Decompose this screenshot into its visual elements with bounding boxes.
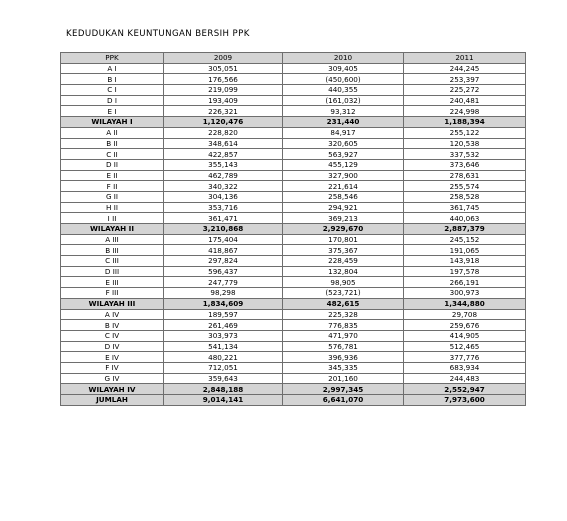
cell-2009: 359,643	[164, 373, 283, 384]
cell-2011: 224,998	[404, 106, 526, 117]
cell-2009: 305,051	[164, 63, 283, 74]
cell-2009: 418,867	[164, 245, 283, 256]
cell-2009: 304,136	[164, 191, 283, 202]
cell-ppk: A I	[61, 63, 164, 74]
table-header-row	[61, 53, 526, 64]
cell-2009: 1,834,609	[164, 298, 283, 309]
cell-ppk: B IV	[61, 320, 164, 331]
cell-ppk: WILAYAH II	[61, 224, 164, 235]
cell-2011: 240,481	[404, 95, 526, 106]
cell-2010: 84,917	[283, 127, 404, 138]
cell-2010: (161,032)	[283, 95, 404, 106]
table-row	[61, 362, 526, 373]
cell-2010: 440,355	[283, 85, 404, 96]
cell-2011: 225,272	[404, 85, 526, 96]
table-row	[61, 288, 526, 299]
cell-2009: 219,099	[164, 85, 283, 96]
cell-ppk: E IV	[61, 352, 164, 363]
cell-2010: 563,927	[283, 149, 404, 160]
cell-2011: 191,065	[404, 245, 526, 256]
table-row	[61, 341, 526, 352]
cell-2011: 2,552,947	[404, 384, 526, 395]
cell-ppk: E II	[61, 170, 164, 181]
cell-2010: 776,835	[283, 320, 404, 331]
cell-2009: 297,824	[164, 256, 283, 267]
header-2011: 2011	[404, 53, 526, 64]
table-row	[61, 170, 526, 181]
cell-2010: 320,605	[283, 138, 404, 149]
cell-2009: 340,322	[164, 181, 283, 192]
cell-2010: 455,129	[283, 159, 404, 170]
cell-2010: 170,801	[283, 234, 404, 245]
cell-2011: 2,887,379	[404, 224, 526, 235]
header-2010: 2010	[283, 53, 404, 64]
table-row	[61, 74, 526, 85]
cell-2010: 396,936	[283, 352, 404, 363]
table-row	[61, 106, 526, 117]
cell-ppk: E III	[61, 277, 164, 288]
cell-ppk: WILAYAH IV	[61, 384, 164, 395]
cell-ppk: C III	[61, 256, 164, 267]
cell-2009: 175,404	[164, 234, 283, 245]
cell-2009: 361,471	[164, 213, 283, 224]
table-row	[61, 181, 526, 192]
cell-2011: 244,483	[404, 373, 526, 384]
cell-2009: 422,857	[164, 149, 283, 160]
table-row	[61, 159, 526, 170]
table-row	[61, 202, 526, 213]
cell-2009: 2,848,188	[164, 384, 283, 395]
cell-ppk: JUMLAH	[61, 395, 164, 406]
cell-2011: 1,344,880	[404, 298, 526, 309]
cell-2010: (523,721)	[283, 288, 404, 299]
cell-2011: 414,905	[404, 330, 526, 341]
cell-2011: 278,631	[404, 170, 526, 181]
cell-ppk: C I	[61, 85, 164, 96]
cell-2010: 369,213	[283, 213, 404, 224]
table-row	[61, 95, 526, 106]
cell-2011: 120,538	[404, 138, 526, 149]
cell-ppk: E I	[61, 106, 164, 117]
table-row	[61, 245, 526, 256]
cell-2010: 309,405	[283, 63, 404, 74]
header-2009: 2009	[164, 53, 283, 64]
cell-ppk: C II	[61, 149, 164, 160]
table-row	[61, 277, 526, 288]
cell-2010: 6,641,070	[283, 395, 404, 406]
subtotal-row	[61, 117, 526, 128]
cell-2011: 300,973	[404, 288, 526, 299]
cell-2011: 1,188,394	[404, 117, 526, 128]
cell-2010: (450,600)	[283, 74, 404, 85]
cell-2009: 98,298	[164, 288, 283, 299]
cell-2010: 482,615	[283, 298, 404, 309]
subtotal-row	[61, 224, 526, 235]
table-row	[61, 63, 526, 74]
cell-2010: 201,160	[283, 373, 404, 384]
cell-2011: 377,776	[404, 352, 526, 363]
cell-2009: 226,321	[164, 106, 283, 117]
cell-ppk: A III	[61, 234, 164, 245]
table-row	[61, 213, 526, 224]
cell-2009: 9,014,141	[164, 395, 283, 406]
table-body	[61, 63, 526, 405]
table-row	[61, 309, 526, 320]
cell-2011: 259,676	[404, 320, 526, 331]
cell-2010: 2,997,345	[283, 384, 404, 395]
cell-2011: 7,973,600	[404, 395, 526, 406]
cell-2010: 345,335	[283, 362, 404, 373]
cell-ppk: F III	[61, 288, 164, 299]
subtotal-row	[61, 298, 526, 309]
cell-ppk: WILAYAH III	[61, 298, 164, 309]
table-row	[61, 127, 526, 138]
cell-2011: 373,646	[404, 159, 526, 170]
profit-table	[60, 52, 526, 406]
cell-2009: 228,820	[164, 127, 283, 138]
cell-2010: 231,440	[283, 117, 404, 128]
table-row	[61, 266, 526, 277]
cell-2009: 3,210,868	[164, 224, 283, 235]
cell-ppk: A IV	[61, 309, 164, 320]
cell-2009: 189,597	[164, 309, 283, 320]
cell-2011: 440,063	[404, 213, 526, 224]
cell-ppk: B III	[61, 245, 164, 256]
cell-ppk: G II	[61, 191, 164, 202]
table-row	[61, 352, 526, 363]
cell-2010: 2,929,670	[283, 224, 404, 235]
table-row	[61, 256, 526, 267]
cell-2010: 98,905	[283, 277, 404, 288]
table-row	[61, 191, 526, 202]
cell-ppk: G IV	[61, 373, 164, 384]
cell-ppk: D III	[61, 266, 164, 277]
cell-2009: 348,614	[164, 138, 283, 149]
cell-2009: 462,789	[164, 170, 283, 181]
cell-2011: 258,528	[404, 191, 526, 202]
total-row	[61, 395, 526, 406]
cell-2011: 255,122	[404, 127, 526, 138]
cell-2009: 355,143	[164, 159, 283, 170]
cell-ppk: F II	[61, 181, 164, 192]
table-row	[61, 373, 526, 384]
cell-ppk: H II	[61, 202, 164, 213]
cell-ppk: B II	[61, 138, 164, 149]
table-row	[61, 320, 526, 331]
cell-2010: 327,900	[283, 170, 404, 181]
cell-2009: 176,566	[164, 74, 283, 85]
cell-2010: 132,804	[283, 266, 404, 277]
cell-2011: 143,918	[404, 256, 526, 267]
cell-ppk: D I	[61, 95, 164, 106]
cell-2011: 244,245	[404, 63, 526, 74]
cell-2009: 596,437	[164, 266, 283, 277]
cell-2011: 253,397	[404, 74, 526, 85]
cell-ppk: I II	[61, 213, 164, 224]
table-row	[61, 138, 526, 149]
cell-2010: 225,328	[283, 309, 404, 320]
cell-ppk: F IV	[61, 362, 164, 373]
cell-2011: 361,745	[404, 202, 526, 213]
cell-2011: 29,708	[404, 309, 526, 320]
cell-2011: 512,465	[404, 341, 526, 352]
cell-2009: 1,120,476	[164, 117, 283, 128]
table-row	[61, 149, 526, 160]
cell-2011: 245,152	[404, 234, 526, 245]
cell-2010: 375,367	[283, 245, 404, 256]
cell-2010: 258,546	[283, 191, 404, 202]
cell-2010: 221,614	[283, 181, 404, 192]
cell-ppk: WILAYAH I	[61, 117, 164, 128]
cell-2011: 197,578	[404, 266, 526, 277]
cell-2011: 266,191	[404, 277, 526, 288]
cell-2009: 480,221	[164, 352, 283, 363]
cell-2010: 228,459	[283, 256, 404, 267]
cell-2009: 261,469	[164, 320, 283, 331]
cell-2009: 193,409	[164, 95, 283, 106]
header-ppk: PPK	[61, 53, 164, 64]
cell-2009: 541,134	[164, 341, 283, 352]
cell-2009: 303,973	[164, 330, 283, 341]
table-row	[61, 85, 526, 96]
cell-ppk: B I	[61, 74, 164, 85]
cell-2009: 712,051	[164, 362, 283, 373]
cell-2011: 255,574	[404, 181, 526, 192]
document-title: KEDUDUKAN KEUNTUNGAN BERSIH PPK	[66, 29, 250, 39]
cell-2010: 576,781	[283, 341, 404, 352]
cell-2009: 353,716	[164, 202, 283, 213]
cell-2009: 247,779	[164, 277, 283, 288]
subtotal-row	[61, 384, 526, 395]
cell-ppk: D IV	[61, 341, 164, 352]
cell-2010: 471,970	[283, 330, 404, 341]
cell-ppk: C IV	[61, 330, 164, 341]
cell-2010: 294,921	[283, 202, 404, 213]
table-row	[61, 234, 526, 245]
cell-2011: 337,532	[404, 149, 526, 160]
cell-2011: 683,934	[404, 362, 526, 373]
table-row	[61, 330, 526, 341]
cell-2010: 93,312	[283, 106, 404, 117]
cell-ppk: D II	[61, 159, 164, 170]
cell-ppk: A II	[61, 127, 164, 138]
